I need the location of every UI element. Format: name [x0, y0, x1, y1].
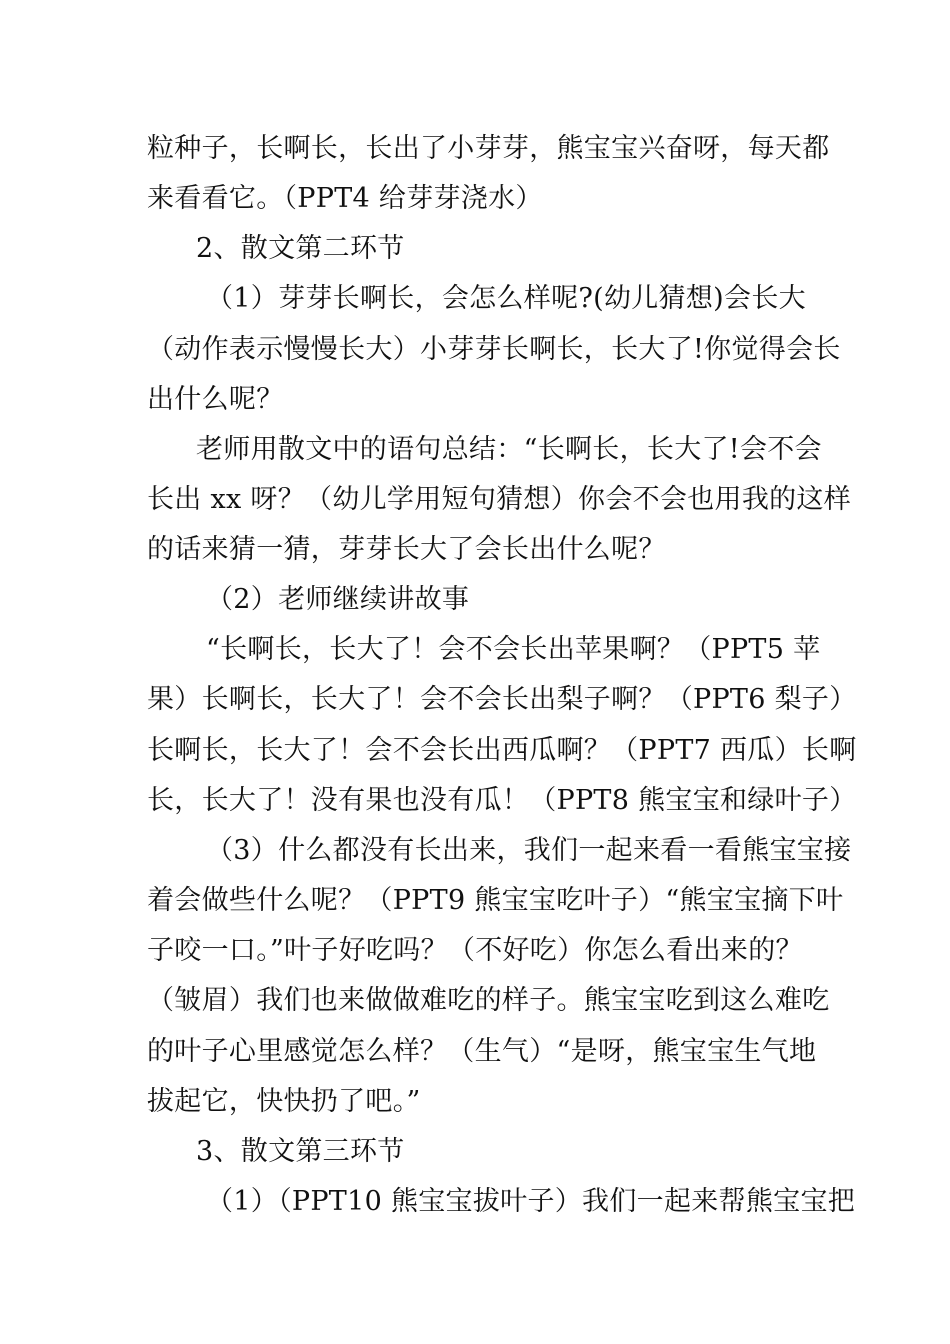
- text-line: 出什么呢？: [147, 384, 284, 415]
- text-line: （3）什么都没有长出来，我们一起来看一看熊宝宝接: [206, 835, 852, 866]
- text-line: 果）长啊长，长大了！会不会长出梨子啊？（PPT6 梨子）: [147, 684, 857, 715]
- text-line: 粒种子，长啊长，长出了小芽芽，熊宝宝兴奋呀，每天都: [147, 133, 830, 164]
- section-heading: 2、散文第二环节: [196, 233, 405, 264]
- text-line: 长出 xx 呀？（幼儿学用短句猜想）你会不会也用我的这样: [147, 484, 852, 515]
- text-line: （皱眉）我们也来做做难吃的样子。熊宝宝吃到这么难吃: [147, 985, 830, 1016]
- text-line: 子咬一口。”叶子好吃吗？（不好吃）你怎么看出来的？: [147, 935, 803, 966]
- section-heading: 3、散文第三环节: [196, 1136, 405, 1167]
- text-line: 的叶子心里感觉怎么样？（生气）“是呀，熊宝宝生气地: [147, 1036, 817, 1067]
- text-line: 拔起它，快快扔了吧。”: [147, 1086, 421, 1117]
- text-line: 老师用散文中的语句总结：“长啊长，长大了!会不会: [196, 434, 822, 465]
- subsection-heading: （2）老师继续讲故事: [206, 584, 470, 615]
- text-line: （1）芽芽长啊长，会怎么样呢?(幼儿猜想)会长大: [206, 283, 806, 314]
- text-line: 长，长大了！没有果也没有瓜！（PPT8 熊宝宝和绿叶子）: [147, 785, 857, 816]
- text-line: （1）（PPT10 熊宝宝拔叶子）我们一起来帮熊宝宝把: [206, 1186, 856, 1217]
- text-line: 的话来猜一猜，芽芽长大了会长出什么呢？: [147, 534, 666, 565]
- text-line: 着会做些什么呢？（PPT9 熊宝宝吃叶子）“熊宝宝摘下叶: [147, 885, 844, 916]
- text-line: （动作表示慢慢长大）小芽芽长啊长，长大了!你觉得会长: [147, 334, 841, 365]
- text-line: 长啊长，长大了！会不会长出西瓜啊？（PPT7 西瓜）长啊: [147, 735, 857, 766]
- text-line: “长啊长，长大了！会不会长出苹果啊？（PPT5 苹: [206, 634, 821, 665]
- text-line: 来看看它。（PPT4 给芽芽浇水）: [147, 183, 543, 214]
